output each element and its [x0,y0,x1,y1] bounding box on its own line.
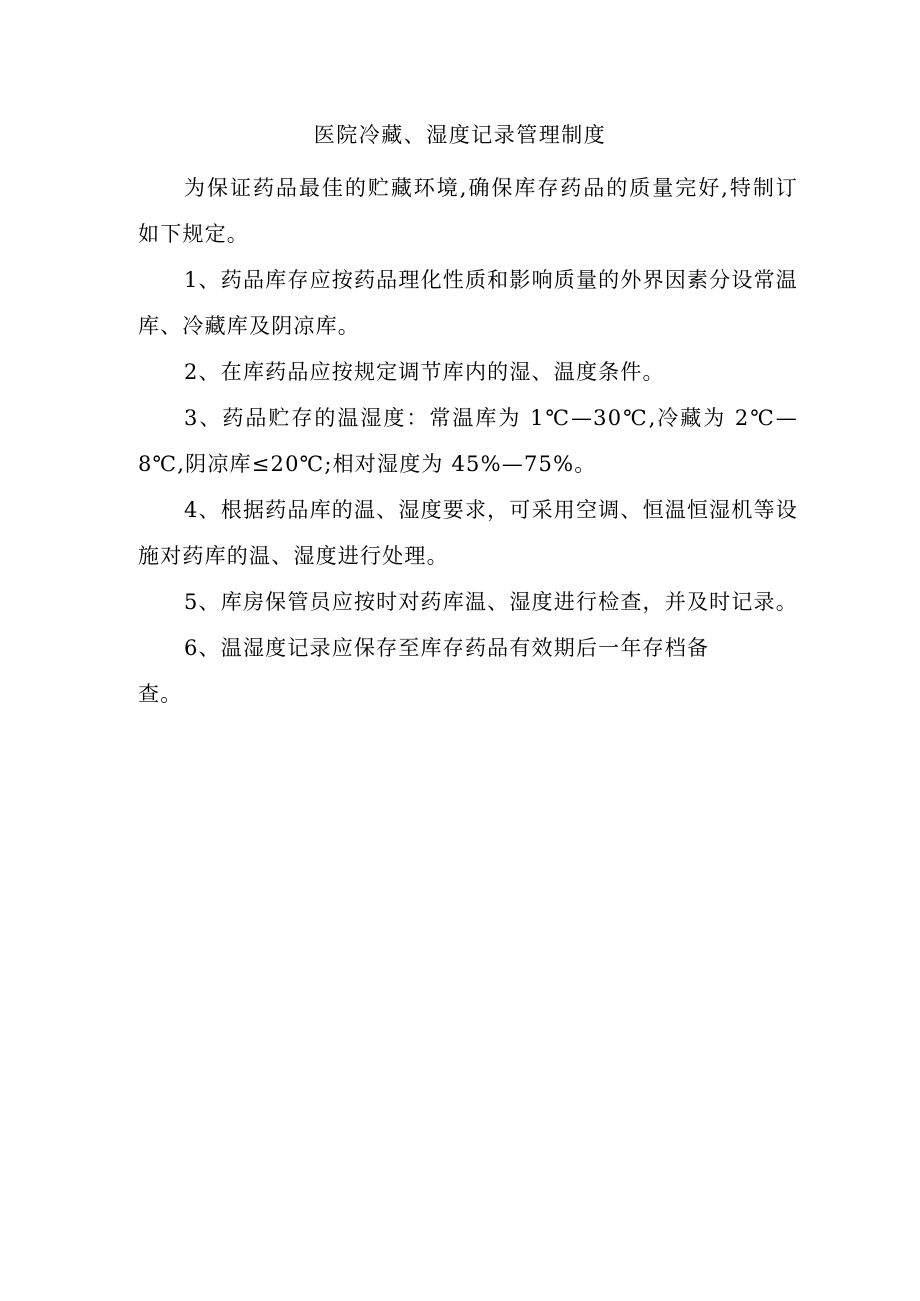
rule-item-5: 5、库房保管员应按时对药库温、湿度进行检查，并及时记录。 [184,590,798,614]
document-title: 医院冷藏、湿度记录管理制度 [313,123,607,147]
rule-item-6: 6、温湿度记录应保存至库存药品有效期后一年存档备查。 [138,636,710,706]
rule-item-3: 3、药品贮存的温湿度：常温库为 1℃—30℃,冷藏为 2℃—8℃,阴凉库≤20℃;相对湿度为 45%—75%。 [138,406,798,476]
document-body [138,165,798,717]
intro-paragraph: 为保证药品最佳的贮藏环境,确保库存药品的质量完好,特制订如下规定。 [138,176,798,246]
rule-item-1: 1、药品库存应按药品理化性质和影响质量的外界因素分设常温库、冷藏库及阴凉库。 [138,268,798,338]
rule-item-2: 2、在库药品应按规定调节库内的湿、温度条件。 [184,360,665,384]
rule-item-4: 4、根据药品库的温、湿度要求，可采用空调、恒温恒湿机等设施对药库的温、湿度进行处理。 [138,498,798,568]
